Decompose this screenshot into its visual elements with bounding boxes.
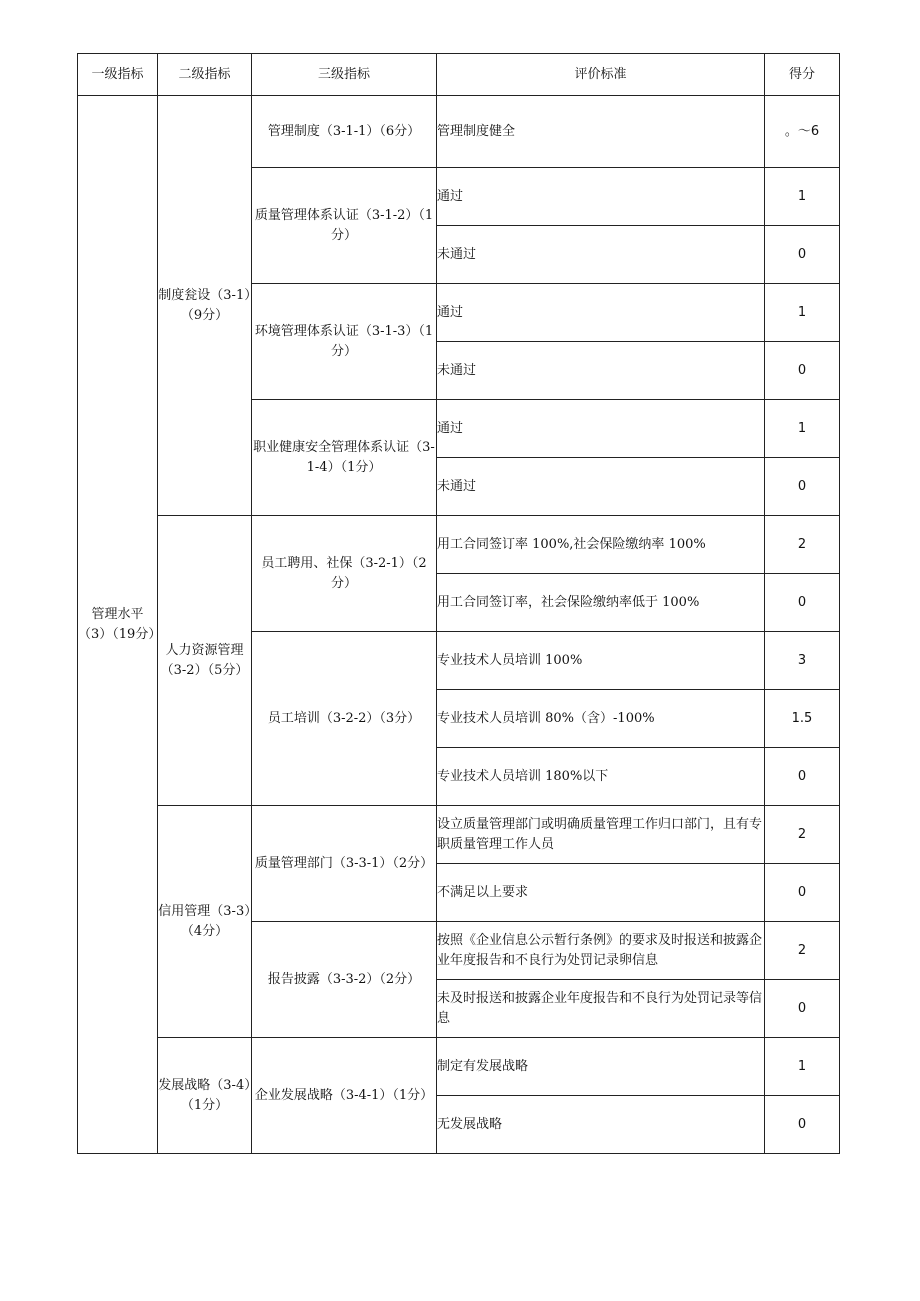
level3-cell: 企业发展战略（3-4-1）（1分）	[252, 1038, 437, 1154]
score-cell: 0	[765, 1096, 840, 1154]
header-level1: 一级指标	[78, 54, 158, 96]
criterion-cell: 专业技术人员培训 100%	[437, 632, 765, 690]
criterion-cell: 未通过	[437, 458, 765, 516]
header-level3: 三级指标	[252, 54, 437, 96]
criterion-cell: 设立质量管理部门或明确质量管理工作归口部门，且有专职质量管理工作人员	[437, 806, 765, 864]
level3-cell: 环境管理体系认证（3-1-3）（1分）	[252, 284, 437, 400]
table-row	[78, 806, 840, 864]
score-cell: 。～6	[765, 96, 840, 168]
evaluation-table	[77, 53, 840, 1154]
criterion-cell: 未通过	[437, 342, 765, 400]
level3-cell: 质量管理部门（3-3-1）（2分）	[252, 806, 437, 922]
criterion-cell: 通过	[437, 168, 765, 226]
score-cell: 0	[765, 342, 840, 400]
score-cell: 3	[765, 632, 840, 690]
level2-cell: 人力资源管理（3-2）（5分）	[158, 516, 252, 806]
level2-cell: 制度瓮设（3-1）（9分）	[158, 96, 252, 516]
table-row	[78, 1038, 840, 1096]
score-cell: 2	[765, 516, 840, 574]
score-cell: 0	[765, 226, 840, 284]
score-cell: 0	[765, 864, 840, 922]
level2-cell: 发展战略（3-4）（1分）	[158, 1038, 252, 1154]
criterion-cell: 用工合同签订率，社会保险缴纳率低于 100%	[437, 574, 765, 632]
level2-cell: 信用管理（3-3）（4分）	[158, 806, 252, 1038]
criterion-cell: 无发展战略	[437, 1096, 765, 1154]
score-cell: 0	[765, 574, 840, 632]
score-cell: 0	[765, 748, 840, 806]
criterion-cell: 未通过	[437, 226, 765, 284]
criterion-cell: 管理制度健全	[437, 96, 765, 168]
score-cell: 1	[765, 284, 840, 342]
level3-cell: 管理制度（3-1-1）（6分）	[252, 96, 437, 168]
level3-cell: 质量管理体系认证（3-1-2）（1分）	[252, 168, 437, 284]
table-row	[78, 516, 840, 574]
criterion-cell: 专业技术人员培训 80%（含）-100%	[437, 690, 765, 748]
table-row	[78, 96, 840, 168]
criterion-cell: 不满足以上要求	[437, 864, 765, 922]
score-cell: 2	[765, 806, 840, 864]
criterion-cell: 用工合同签订率 100%,社会保险缴纳率 100%	[437, 516, 765, 574]
criterion-cell: 未及时报送和披露企业年度报告和不良行为处罚记录等信息	[437, 980, 765, 1038]
level3-cell: 员工培训（3-2-2）（3分）	[252, 632, 437, 806]
level3-cell: 报告披露（3-3-2）（2分）	[252, 922, 437, 1038]
score-cell: 1.5	[765, 690, 840, 748]
score-cell: 0	[765, 458, 840, 516]
score-cell: 0	[765, 980, 840, 1038]
header-level2: 二级指标	[158, 54, 252, 96]
criterion-cell: 通过	[437, 400, 765, 458]
header-score: 得分	[765, 54, 840, 96]
score-cell: 1	[765, 1038, 840, 1096]
level3-cell: 职业健康安全管理体系认证（3-1-4）（1分）	[252, 400, 437, 516]
score-cell: 1	[765, 168, 840, 226]
criterion-cell: 制定有发展战略	[437, 1038, 765, 1096]
level1-cell: 管理水平（3）（19分）	[78, 96, 158, 1154]
score-cell: 1	[765, 400, 840, 458]
level3-cell: 员工聘用、社保（3-2-1）（2分）	[252, 516, 437, 632]
score-cell: 2	[765, 922, 840, 980]
criterion-cell: 按照《企业信息公示暂行条例》的要求及时报送和披露企业年度报告和不良行为处罚记录卵信息	[437, 922, 765, 980]
header-criteria: 评价标准	[437, 54, 765, 96]
table-header-row	[78, 54, 840, 96]
criterion-cell: 专业技术人员培训 180%以下	[437, 748, 765, 806]
criterion-cell: 通过	[437, 284, 765, 342]
